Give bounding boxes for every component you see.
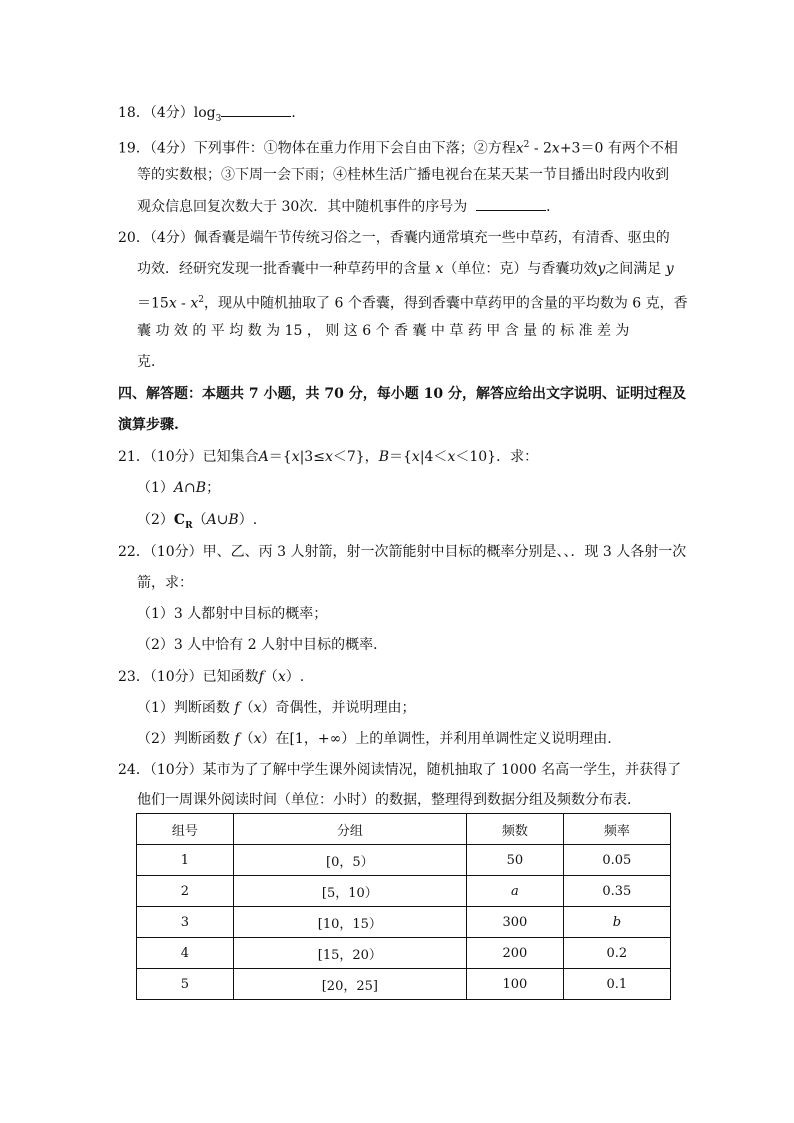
table-cell: 50 xyxy=(467,845,564,876)
table-cell: 0.35 xyxy=(563,876,670,907)
table-cell: a xyxy=(467,876,564,907)
table-row xyxy=(137,907,671,938)
question-number: 23．（10分） xyxy=(118,669,203,685)
table-cell: 2 xyxy=(137,876,234,907)
section-heading-line-2: 演算步骤. xyxy=(118,417,179,433)
table-cell: [10，15） xyxy=(233,907,466,938)
table-cell: [0，5） xyxy=(233,845,466,876)
frequency-table xyxy=(136,813,671,1000)
question-number: 21．（10分） xyxy=(118,449,203,465)
question-22-part-2: （2）3 人中恰有 2 人射中目标的概率． xyxy=(137,637,388,653)
table-cell: 200 xyxy=(467,938,564,969)
question-20-line-1: 20．（4分）佩香囊是端午节传统习俗之一，香囊内通常填充一些中草药，有清香、驱虫的 xyxy=(118,230,670,246)
question-number: 20．（4分） xyxy=(118,230,194,246)
question-number: 18．（4分） xyxy=(118,105,194,121)
table-cell: 5 xyxy=(137,969,234,1000)
table-cell: 1 xyxy=(137,845,234,876)
table-row xyxy=(137,845,671,876)
question-number: 22．（10分） xyxy=(118,544,203,560)
question-21: 21．（10分）已知集合A＝{x|3≤x＜7}，B＝{x|4＜x＜10}．求： xyxy=(118,449,539,465)
table-row xyxy=(137,876,671,907)
table-cell: 3 xyxy=(137,907,234,938)
question-18: 18．（4分）$\log_3$ ． xyxy=(118,102,305,129)
question-number: 19．（4分） xyxy=(118,140,194,157)
table-header-row xyxy=(137,814,671,845)
question-22-line-1: 22．（10分）甲、乙、丙 3 人射箭，射一次箭能射中目标的概率分别是、、．现 3 人各射一次 xyxy=(118,544,687,560)
question-22-line-2: 箭，求： xyxy=(137,575,193,591)
question-22-part-1: （1）3 人都射中目标的概率； xyxy=(137,606,328,622)
table-cell: 4 xyxy=(137,938,234,969)
table-cell: 0.1 xyxy=(563,969,670,1000)
table-cell: 100 xyxy=(467,969,564,1000)
question-21-part-2: $(2)C_R(A\cup B)$. xyxy=(137,512,258,531)
question-23-part-2: （2）判断函数 f（x）在[1，+∞）上的单调性，并利用单调性定义说明理由. xyxy=(137,731,612,747)
table-cell: 300 xyxy=(467,907,564,938)
table-cell: [15，20） xyxy=(233,938,466,969)
table-cell: 0.2 xyxy=(563,938,670,969)
question-21-part-1: （1）A∩B； xyxy=(137,480,221,496)
question-23-part-1: （1）判断函数 f（x）奇偶性，并说明理由； xyxy=(137,700,416,716)
answer-blank xyxy=(221,102,291,117)
question-number: 24．（10分） xyxy=(118,762,203,778)
question-20-line-3: $=15x - x^2$，现从中随机抽取了 6 个香囊，得到香囊中草药甲的含量的平均数为 6 克，香 xyxy=(137,295,688,312)
table-row xyxy=(137,969,671,1000)
table-row xyxy=(137,938,671,969)
table-cell: 0.05 xyxy=(563,845,670,876)
question-20-line-2: 功效．经研究发现一批香囊中一种草药甲的含量 x（单位：克）与香囊功效y之间满足 y xyxy=(137,261,674,277)
section-heading: 四、解答题：本题共 7 小题，共 70 分，每小题 10 分，解答应给出文字说明、证明过程及 xyxy=(118,386,686,402)
table-cell: b xyxy=(563,907,670,938)
table-header-cell: 分组 xyxy=(233,814,466,845)
question-24-line-1: 24．（10分）某市为了了解中学生课外阅读情况，随机抽取了 1000 名高一学生，并获得了 xyxy=(118,762,682,778)
table-cell: [20，25] xyxy=(233,969,466,1000)
question-24-line-2: 他们一周课外阅读时间（单位：小时）的数据，整理得到数据分组及频数分布表． xyxy=(137,792,641,808)
table-header-cell: 频率 xyxy=(563,814,670,845)
answer-blank xyxy=(476,196,546,211)
question-20-line-4: 囊 功 效 的 平 均 数 为 15 ， 则 这 6 个 香 囊 中 草 药 甲 含 量 的 标 准 差 为 xyxy=(137,323,630,339)
question-19-line-2: 等的实数根；③下周一会下雨；④桂林生活广播电视台在某天某一节目播出时段内收到 xyxy=(137,167,669,183)
table-header-cell: 组号 xyxy=(137,814,234,845)
question-19-line-1: 19．（4分）下列事件：①物体在重力作用下会自由下落；②方程$x^2 - 2x+3=0$ 有两个不相 xyxy=(118,140,678,157)
question-19-line-3: 观众信息回复次数大于 30次．其中随机事件的序号为 ． xyxy=(137,196,560,217)
question-20-line-5: 克． xyxy=(137,354,165,370)
table-cell: [5，10） xyxy=(233,876,466,907)
question-23: 23．（10分）已知函数f（x）. xyxy=(118,669,305,685)
table-header-cell: 频数 xyxy=(467,814,564,845)
